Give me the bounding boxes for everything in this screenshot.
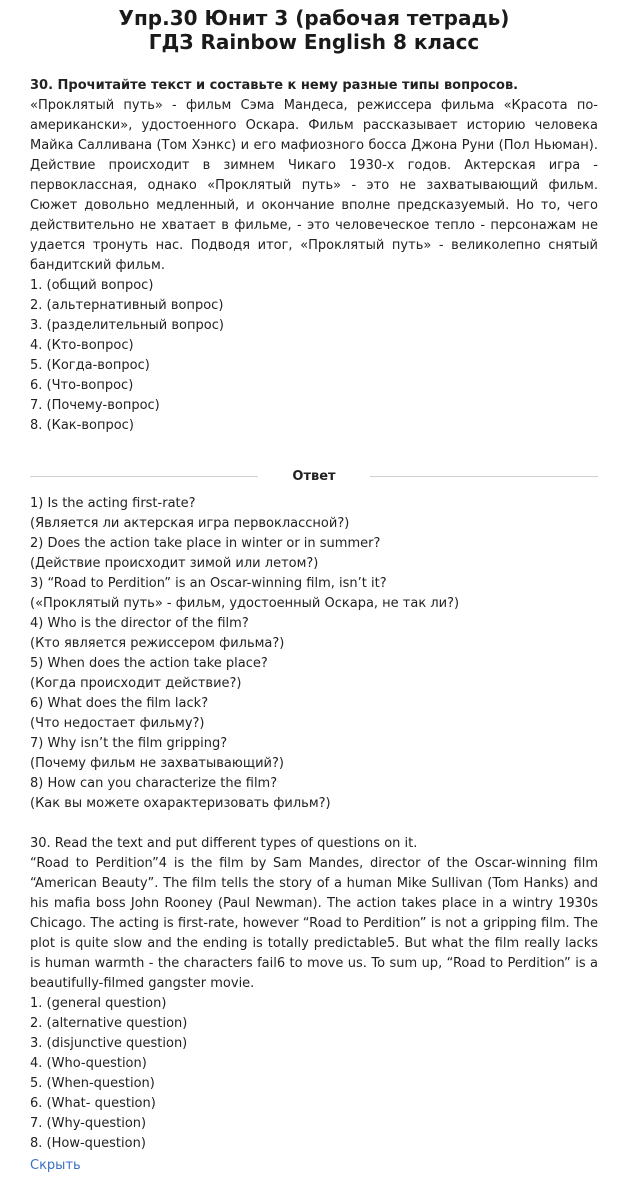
list-item: 8. (Как-вопрос) — [30, 418, 134, 433]
page-title-line-2: ГДЗ Rainbow English 8 класс — [148, 30, 480, 54]
list-item: 4. (Who-question) — [30, 1056, 147, 1071]
answer-item: 7) Why isn’t the film gripping? — [30, 736, 228, 751]
answer-item: (Действие происходит зимой или летом?) — [30, 556, 319, 571]
answer-label: Ответ — [292, 468, 336, 484]
answer-item: 1) Is the acting first-rate? — [30, 496, 196, 511]
list-item: 8. (How-question) — [30, 1136, 146, 1151]
list-item: 2. (альтернативный вопрос) — [30, 298, 224, 313]
list-item: 5. (Когда-вопрос) — [30, 358, 150, 373]
list-item: 2. (alternative question) — [30, 1016, 188, 1031]
task-en-heading: 30. Read the text and put different types of questions on it. — [30, 836, 418, 851]
divider-line-left — [30, 476, 258, 477]
list-item: 3. (disjunctive question) — [30, 1036, 188, 1051]
answer-item: 2) Does the action take place in winter or in summer? — [30, 536, 381, 551]
page — [0, 6, 628, 1176]
answer-item: 3) “Road to Perdition” is an Oscar-winning film, isn’t it? — [30, 576, 387, 591]
answer-item: 4) Who is the director of the film? — [30, 616, 249, 631]
page-title — [30, 6, 598, 54]
answer-item: (Как вы можете охарактеризовать фильм?) — [30, 796, 331, 811]
list-item: 1. (general question) — [30, 996, 167, 1011]
answer-item: 5) When does the action take place? — [30, 656, 268, 671]
list-item: 4. (Кто-вопрос) — [30, 338, 134, 353]
answer-item: 8) How can you characterize the film? — [30, 776, 278, 791]
page-title-line-1: Упр.30 Юнит 3 (рабочая тетрадь) — [118, 6, 510, 30]
list-item: 7. (Почему-вопрос) — [30, 398, 160, 413]
answer-item: (Кто является режиссером фильма?) — [30, 636, 285, 651]
hide-link[interactable]: Скрыть — [30, 1158, 81, 1173]
task-ru-heading: 30. Прочитайте текст и составьте к нему разные типы вопросов. — [30, 78, 519, 93]
answer-item: (Является ли актерская игра первоклассной?) — [30, 516, 350, 531]
task-ru-section — [30, 76, 598, 436]
task-en-text: “Road to Perdition”4 is the film by Sam Mandes, director of the Oscar-winning film “American Beauty”. The film tells the story of a human Mike Sullivan (Tom Hanks) and his mafia boss John Rooney (Paul Newman). The action takes place in a wintry 1930s Chicago. The acting is first-rate, however “Road to Perdition” is not a gripping film. The plot is quite slow and the ending is totally predictable5. But what the film really lacks is human warmth - the characters fail6 to move us. To sum up, “Road to Perdition” is a beautifully-filmed gangster movie. — [30, 856, 598, 991]
list-item: 5. (When-question) — [30, 1076, 155, 1091]
list-item: 6. (What- question) — [30, 1096, 156, 1111]
answer-item: («Проклятый путь» - фильм, удостоенный Оскара, не так ли?) — [30, 596, 460, 611]
answer-item: (Когда происходит действие?) — [30, 676, 242, 691]
task-en-list — [30, 994, 598, 1154]
list-item: 6. (Что-вопрос) — [30, 378, 134, 393]
answer-item: 6) What does the film lack? — [30, 696, 209, 711]
task-en-section — [30, 834, 598, 1176]
answers-list — [30, 494, 598, 814]
list-item: 7. (Why-question) — [30, 1116, 147, 1131]
answer-item: (Что недостает фильму?) — [30, 716, 205, 731]
answer-item: (Почему фильм не захватывающий?) — [30, 756, 284, 771]
task-ru-text: «Проклятый путь» - фильм Сэма Мандеса, режиссера фильма «Красота по-американски», удостоенного Оскара. Фильм рассказывает историю человека Майка Салливана (Том Хэнкс) и его мафиозного босса Джона Руни (Пол Ньюман). Действие происходит в зимнем Чикаго 1930-х годов. Актерская игра - первоклассная, однако «Проклятый путь» - это не захватывающий фильм. Сюжет довольно медленный, и окончание вполне предсказуемый. Но то, чего действительно не хватает в фильме, - это человеческое тепло - персонажам не удается тронуть нас. Подводя итог, «Проклятый путь» - великолепно снятый бандитский фильм. — [30, 98, 598, 273]
divider-line-right — [370, 476, 598, 477]
answer-divider — [30, 466, 598, 486]
task-ru-list — [30, 276, 598, 436]
list-item: 1. (общий вопрос) — [30, 278, 154, 293]
list-item: 3. (разделительный вопрос) — [30, 318, 224, 333]
